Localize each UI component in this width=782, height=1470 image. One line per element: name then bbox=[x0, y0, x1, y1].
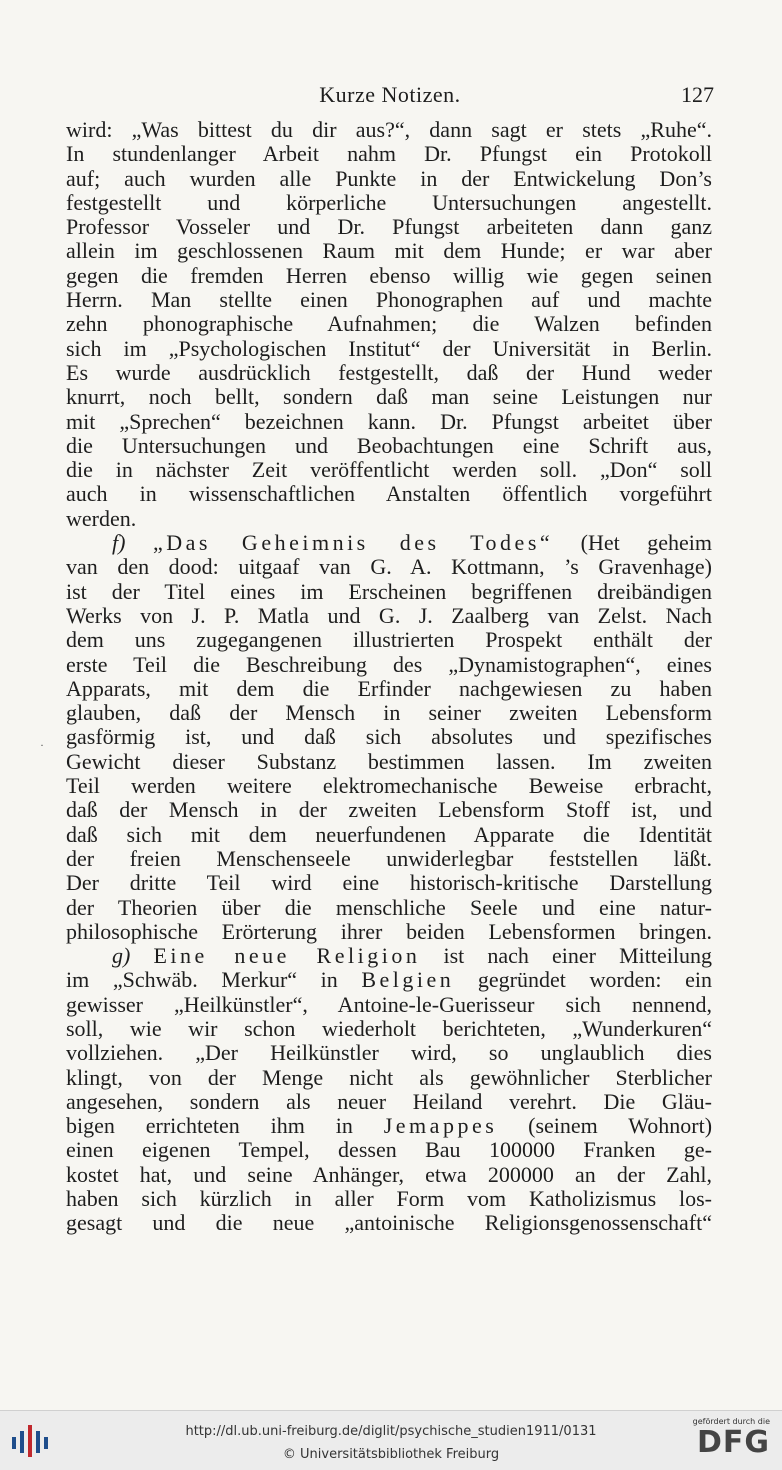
text-line: Es wurde ausdrücklich festgestellt, daß der Hund weder bbox=[66, 360, 712, 385]
text-fragment: bigen errichteten ihm in bbox=[66, 1114, 353, 1139]
text-line: gesagt und die neue „antoinische Religionsgenossenschaft“ bbox=[66, 1211, 712, 1236]
running-header bbox=[66, 80, 714, 110]
text-fragment: im „Schwäb. Merkur“ in bbox=[66, 968, 338, 993]
text-line: van den dood: uitgaaf van G. A. Kottmann, ’s Gravenhage) bbox=[66, 555, 712, 580]
running-title: Kurze Notizen. bbox=[319, 82, 461, 107]
text-line: zehn phonographische Aufnahmen; die Walzen befinden bbox=[66, 312, 712, 337]
section-g bbox=[66, 944, 712, 1236]
text-line: Apparats, mit dem die Erfinder nachgewiesen zu haben bbox=[66, 676, 712, 701]
text-line: Gewicht dieser Substanz bestimmen lassen. Im zweiten bbox=[66, 749, 712, 774]
section-f-title: „Das Geheimnis des Todes“ bbox=[152, 531, 554, 556]
section-g-second-line bbox=[66, 968, 712, 992]
text-line: die in nächster Zeit veröffentlicht werden soll. „Don“ soll bbox=[66, 458, 712, 483]
source-url-link[interactable]: http://dl.ub.uni-freiburg.de/diglit/psychische_studien1911/0131 bbox=[185, 1424, 597, 1439]
text-line: ist der Titel eines im Erscheinen begriffenen dreibändigen bbox=[66, 579, 712, 604]
text-line: festgestellt und körperliche Untersuchungen angestellt. bbox=[66, 190, 712, 215]
text-line: Der dritte Teil wird eine historisch-kritische Darstellung bbox=[66, 871, 712, 896]
text-line: philosophische Erörterung ihrer beiden Lebensformen bringen. bbox=[66, 919, 712, 944]
text-line: auch in wissenschaftlichen Anstalten öffentlich vorgeführt bbox=[66, 482, 712, 507]
page-number: 127 bbox=[681, 82, 714, 107]
section-f-first-line bbox=[66, 531, 712, 555]
section-g-first-line bbox=[66, 944, 712, 968]
spaced-word: Belgien bbox=[361, 968, 455, 993]
text-line: Professor Vosseler und Dr. Pfungst arbeiteten dann ganz bbox=[66, 215, 712, 240]
text-line: der Theorien über die menschliche Seele und eine natur- bbox=[66, 895, 712, 920]
section-f-marker: f) bbox=[112, 531, 126, 556]
viewer-footer bbox=[0, 1410, 782, 1470]
spaced-word: Jemappes bbox=[383, 1114, 498, 1139]
copyright-notice: © Universitätsbibliothek Freiburg bbox=[282, 1447, 500, 1462]
text-fragment: (seinem Wohnort) bbox=[528, 1114, 712, 1139]
text-body bbox=[66, 118, 712, 1236]
text-line: vollziehen. „Der Heilkünstler wird, so unglaublich dies bbox=[66, 1041, 712, 1066]
text-line: knurrt, noch bellt, sondern daß man seine Leistungen nur bbox=[66, 385, 712, 410]
section-f bbox=[66, 531, 712, 944]
text-line: Teil werden weitere elektromechanische Beweise erbracht, bbox=[66, 774, 712, 799]
paragraph-continuation bbox=[66, 118, 712, 531]
section-g-jemappes-line bbox=[66, 1114, 712, 1138]
dfg-wordmark: DFG bbox=[696, 1425, 770, 1460]
text-line: die Untersuchungen und Beobachtungen eine Schrift aus, bbox=[66, 433, 712, 458]
text-line: kostet hat, und seine Anhänger, etwa 200000 an der Zahl, bbox=[66, 1162, 712, 1187]
text-line: werden. bbox=[66, 506, 137, 531]
text-line: daß sich mit dem neuerfundenen Apparate die Identität bbox=[66, 822, 712, 847]
section-g-title: Eine neue Religion bbox=[153, 944, 421, 969]
dfg-logo bbox=[686, 1417, 770, 1467]
text-line: daß der Mensch in der zweiten Lebensform Stoff ist, und bbox=[66, 798, 712, 823]
dfg-caption: gefördert durch die bbox=[692, 1417, 770, 1426]
text-line: Werks von J. P. Matla und G. J. Zaalberg van Zelst. Nach bbox=[66, 603, 712, 628]
text-line: gegen die fremden Herren ebenso willig wie gegen seinen bbox=[66, 263, 712, 288]
text-line: gewisser „Heilkünstler“, Antoine-le-Guerisseur sich nennend, bbox=[66, 992, 712, 1017]
section-g-first-rest: ist nach einer Mitteilung bbox=[443, 944, 712, 969]
text-line: angesehen, sondern als neuer Heiland verehrt. Die Gläu- bbox=[66, 1089, 712, 1114]
section-f-first-rest: (Het geheim bbox=[580, 531, 712, 556]
text-line: wird: „Was bittest du dir aus?“, dann sagt er stets „Ruhe“. bbox=[66, 118, 712, 142]
text-fragment: gegründet worden: ein bbox=[477, 968, 712, 993]
text-line: In stundenlanger Arbeit nahm Dr. Pfungst ein Protokoll bbox=[66, 142, 712, 167]
text-line: klingt, von der Menge nicht als gewöhnlicher Sterblicher bbox=[66, 1065, 712, 1090]
text-line: gasförmig ist, und daß sich absolutes und spezifisches bbox=[66, 725, 712, 750]
text-line: auf; auch wurden alle Punkte in der Entwickelung Don’s bbox=[66, 166, 712, 191]
text-line: soll, wie wir schon wiederholt berichteten, „Wunderkuren“ bbox=[66, 1016, 712, 1041]
text-line: mit „Sprechen“ bezeichnen kann. Dr. Pfungst arbeitet über bbox=[66, 409, 712, 434]
text-line: allein im geschlossenen Raum mit dem Hunde; er war aber bbox=[66, 239, 712, 264]
text-line: glauben, daß der Mensch in seiner zweiten Lebensform bbox=[66, 701, 712, 726]
text-line: Herrn. Man stellte einen Phonographen auf und machte bbox=[66, 288, 712, 313]
text-line: sich im „Psychologischen Institut“ der Universität in Berlin. bbox=[66, 336, 712, 361]
text-line: erste Teil die Beschreibung des „Dynamistographen“, eines bbox=[66, 652, 712, 677]
text-line: einen eigenen Tempel, dessen Bau 100000 Franken ge- bbox=[66, 1138, 712, 1163]
margin-mark: · bbox=[40, 738, 44, 752]
section-g-marker: g) bbox=[112, 944, 131, 969]
text-line: der freien Menschenseele unwiderlegbar feststellen läßt. bbox=[66, 846, 712, 871]
text-line: haben sich kürzlich in aller Form vom Katholizismus los- bbox=[66, 1187, 712, 1212]
text-line: dem uns zugegangenen illustrierten Prospekt enthält der bbox=[66, 628, 712, 653]
